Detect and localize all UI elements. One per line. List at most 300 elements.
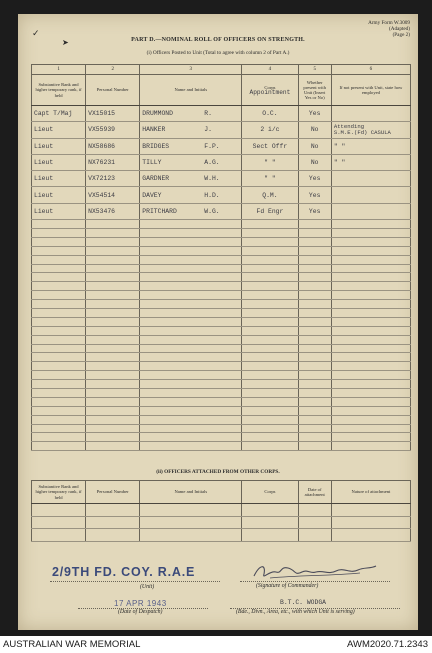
blank-row xyxy=(32,415,411,424)
blank-cell xyxy=(298,220,331,229)
blank-cell xyxy=(242,291,298,300)
blank-cell xyxy=(331,291,410,300)
blank-cell xyxy=(242,389,298,398)
caption-left: AUSTRALIAN WAR MEMORIAL xyxy=(3,639,141,650)
blank-row xyxy=(32,335,411,344)
blank-cell xyxy=(86,317,140,326)
cell-number: VX15015 xyxy=(86,106,140,122)
cell-present: No xyxy=(298,154,331,170)
blank-cell xyxy=(298,282,331,291)
blank-cell xyxy=(298,246,331,255)
blank-cell xyxy=(331,282,410,291)
blank-cell xyxy=(331,424,410,433)
blank-cell xyxy=(140,335,242,344)
blank-row xyxy=(32,317,411,326)
cell-name xyxy=(140,171,242,187)
cell-rank: Capt T/Maj xyxy=(32,106,86,122)
blank-cell xyxy=(86,282,140,291)
blank-cell xyxy=(32,300,86,309)
column-number: 3 xyxy=(140,65,242,75)
blank-cell xyxy=(298,397,331,406)
blank-cell xyxy=(298,228,331,237)
cell-corps: Fd Engr xyxy=(242,203,298,219)
cell-corps: Q.M. xyxy=(242,187,298,203)
form-code: Army Form W.3009 xyxy=(368,20,410,26)
blank-cell xyxy=(86,228,140,237)
header-corps: Corps xyxy=(242,481,298,504)
blank-cell xyxy=(86,362,140,371)
blank-cell xyxy=(242,282,298,291)
form-note: (Adapted) xyxy=(388,26,410,32)
blank-row xyxy=(32,228,411,237)
blank-row xyxy=(32,255,411,264)
blank-rows xyxy=(32,504,411,542)
blank-cell xyxy=(140,308,242,317)
blank-cell xyxy=(86,433,140,442)
blank-cell xyxy=(140,317,242,326)
blank-cell xyxy=(331,380,410,389)
signature-label: (Signature of Commander) xyxy=(256,583,319,589)
cell-present: No xyxy=(298,122,331,138)
blank-cell xyxy=(242,326,298,335)
blank-cell xyxy=(331,237,410,246)
table-row xyxy=(32,187,411,203)
header-present: Whether present with Unit (Insert Yes or No) xyxy=(298,75,331,106)
blank-cell xyxy=(242,237,298,246)
header-personal-number: Personal Number xyxy=(86,481,140,504)
cell-present: No xyxy=(298,138,331,154)
blank-cell xyxy=(331,371,410,380)
cell-present: Yes xyxy=(298,106,331,122)
blank-cell xyxy=(86,246,140,255)
blank-cell xyxy=(331,516,410,529)
surname: PRITCHARD xyxy=(142,207,177,215)
blank-cell xyxy=(32,442,86,451)
blank-cell xyxy=(298,389,331,398)
blank-cell xyxy=(140,406,242,415)
cell-number: NX58686 xyxy=(86,138,140,154)
signature-line xyxy=(240,581,390,582)
cell-corps: " " xyxy=(242,154,298,170)
blank-cell xyxy=(298,442,331,451)
blank-cell xyxy=(331,362,410,371)
column-header-row xyxy=(32,75,411,106)
cell-employed xyxy=(331,106,410,122)
caption-right: AWM2020.71.2343 xyxy=(347,639,428,650)
unit-line xyxy=(50,581,220,582)
blank-cell xyxy=(32,516,86,529)
column-number: 6 xyxy=(331,65,410,75)
blank-cell xyxy=(86,255,140,264)
blank-row xyxy=(32,300,411,309)
officers-attached-table xyxy=(31,480,411,542)
section-two-title: (ii) OFFICERS ATTACHED FROM OTHER CORPS. xyxy=(156,469,280,475)
blank-cell xyxy=(140,291,242,300)
blank-cell xyxy=(242,529,298,542)
blank-cell xyxy=(140,300,242,309)
date-label: (Date of Despatch) xyxy=(118,609,163,615)
blank-cell xyxy=(140,246,242,255)
form-page xyxy=(18,14,418,630)
blank-cell xyxy=(242,504,298,517)
blank-cell xyxy=(242,308,298,317)
blank-cell xyxy=(140,264,242,273)
blank-cell xyxy=(298,415,331,424)
cell-corps: Sect Offr xyxy=(242,138,298,154)
blank-cell xyxy=(32,389,86,398)
blank-cell xyxy=(242,442,298,451)
blank-cell xyxy=(242,406,298,415)
blank-cell xyxy=(86,442,140,451)
initials: R. xyxy=(204,110,212,118)
blank-cell xyxy=(140,273,242,282)
blank-cell xyxy=(86,415,140,424)
column-number: 4 xyxy=(242,65,298,75)
section-two-header-row xyxy=(32,481,411,504)
blank-cell xyxy=(32,255,86,264)
header-corps-label: Corps xyxy=(264,84,276,90)
blank-cell xyxy=(242,228,298,237)
blank-cell xyxy=(140,282,242,291)
initials: H.D. xyxy=(204,191,220,199)
surname: HANKER xyxy=(142,126,166,134)
blank-cell xyxy=(86,335,140,344)
blank-cell xyxy=(140,415,242,424)
blank-row xyxy=(32,273,411,282)
blank-cell xyxy=(331,344,410,353)
blank-cell xyxy=(298,335,331,344)
blank-cell xyxy=(140,220,242,229)
blank-cell xyxy=(242,433,298,442)
blank-cell xyxy=(298,317,331,326)
blank-cell xyxy=(331,529,410,542)
blank-cell xyxy=(86,380,140,389)
cell-number: VX72123 xyxy=(86,171,140,187)
blank-cell xyxy=(32,397,86,406)
blank-cell xyxy=(32,282,86,291)
blank-cell xyxy=(242,371,298,380)
blank-cell xyxy=(32,424,86,433)
blank-row xyxy=(32,529,411,542)
header-corps xyxy=(242,75,298,106)
blank-cell xyxy=(140,516,242,529)
surname: DRUMMOND xyxy=(142,110,173,118)
blank-cell xyxy=(140,362,242,371)
blank-cell xyxy=(298,237,331,246)
blank-cell xyxy=(32,371,86,380)
blank-cell xyxy=(32,273,86,282)
form-title: PART D.—NOMINAL ROLL OF OFFICERS ON STRENGTH. xyxy=(131,37,305,43)
header-corps-overtype: Appointment xyxy=(249,89,291,96)
blank-row xyxy=(32,237,411,246)
blank-cell xyxy=(298,424,331,433)
blank-row xyxy=(32,433,411,442)
blank-cell xyxy=(86,300,140,309)
blank-cell xyxy=(331,353,410,362)
blank-cell xyxy=(242,362,298,371)
blank-cell xyxy=(331,220,410,229)
blank-cell xyxy=(86,344,140,353)
column-number: 5 xyxy=(298,65,331,75)
blank-cell xyxy=(242,317,298,326)
cell-number: NX53476 xyxy=(86,203,140,219)
blank-cell xyxy=(242,273,298,282)
blank-cell xyxy=(32,220,86,229)
blank-cell xyxy=(32,353,86,362)
blank-cell xyxy=(242,397,298,406)
table-row xyxy=(32,106,411,122)
blank-cell xyxy=(32,344,86,353)
surname: BRIDGES xyxy=(142,142,170,150)
blank-cell xyxy=(86,326,140,335)
blank-cell xyxy=(140,433,242,442)
cell-present: Yes xyxy=(298,171,331,187)
blank-cell xyxy=(140,529,242,542)
cell-number: VX54514 xyxy=(86,187,140,203)
blank-cell xyxy=(298,380,331,389)
blank-cell xyxy=(242,380,298,389)
column-number: 2 xyxy=(86,65,140,75)
blank-cell xyxy=(242,516,298,529)
surname: GARDNER xyxy=(142,175,170,183)
header-name: Name and Initials xyxy=(140,481,242,504)
initials: W.G. xyxy=(204,207,220,215)
blank-cell xyxy=(32,433,86,442)
blank-cell xyxy=(298,291,331,300)
blank-cell xyxy=(242,344,298,353)
blank-cell xyxy=(331,264,410,273)
blank-cell xyxy=(86,291,140,300)
blank-cell xyxy=(298,255,331,264)
blank-cell xyxy=(86,397,140,406)
cell-name xyxy=(140,106,242,122)
cell-name xyxy=(140,138,242,154)
cell-rank: Lieut xyxy=(32,154,86,170)
blank-row xyxy=(32,516,411,529)
header-personal-number: Personal Number xyxy=(86,75,140,106)
header-name: Name and Initials xyxy=(140,75,242,106)
blank-row xyxy=(32,326,411,335)
cell-rank: Lieut xyxy=(32,138,86,154)
check-mark: ✓ xyxy=(32,28,40,38)
table-row xyxy=(32,138,411,154)
column-number: 1 xyxy=(32,65,86,75)
blank-cell xyxy=(242,246,298,255)
blank-row xyxy=(32,246,411,255)
blank-row xyxy=(32,308,411,317)
blank-cell xyxy=(86,406,140,415)
blank-cell xyxy=(140,237,242,246)
surname: TILLY xyxy=(142,159,162,167)
blank-cell xyxy=(86,237,140,246)
blank-cell xyxy=(298,504,331,517)
header-rank: Substantive Rank and higher temporary rank, if held xyxy=(32,75,86,106)
location-label: (Bde., Divn., Area, etc., with which Unit is serving) xyxy=(236,609,355,615)
blank-row xyxy=(32,424,411,433)
blank-cell xyxy=(298,362,331,371)
cell-corps: 2 i/c xyxy=(242,122,298,138)
blank-row xyxy=(32,397,411,406)
cell-employed: " " xyxy=(331,154,410,170)
blank-cell xyxy=(140,389,242,398)
blank-row xyxy=(32,220,411,229)
header-attach-nature: Nature of attachment xyxy=(331,481,410,504)
blank-cell xyxy=(140,397,242,406)
cell-rank: Lieut xyxy=(32,187,86,203)
blank-cell xyxy=(298,326,331,335)
blank-cell xyxy=(32,228,86,237)
blank-cell xyxy=(140,504,242,517)
blank-cell xyxy=(140,326,242,335)
blank-cell xyxy=(242,335,298,344)
initials: W.H. xyxy=(204,175,220,183)
blank-row xyxy=(32,291,411,300)
blank-cell xyxy=(298,308,331,317)
blank-cell xyxy=(331,504,410,517)
header-rank: Substantive Rank and higher temporary rank, if held xyxy=(32,481,86,504)
blank-cell xyxy=(242,264,298,273)
blank-cell xyxy=(242,255,298,264)
blank-cell xyxy=(86,389,140,398)
blank-rows xyxy=(32,220,411,451)
blank-cell xyxy=(331,228,410,237)
blank-cell xyxy=(86,371,140,380)
cell-corps: " " xyxy=(242,171,298,187)
blank-cell xyxy=(86,308,140,317)
blank-cell xyxy=(242,353,298,362)
blank-cell xyxy=(331,317,410,326)
cell-name xyxy=(140,187,242,203)
blank-cell xyxy=(32,326,86,335)
blank-cell xyxy=(32,406,86,415)
blank-cell xyxy=(32,308,86,317)
blank-row xyxy=(32,353,411,362)
blank-cell xyxy=(32,237,86,246)
table-row xyxy=(32,171,411,187)
blank-row xyxy=(32,442,411,451)
blank-cell xyxy=(32,335,86,344)
cell-employed xyxy=(331,203,410,219)
form-subtitle: (i) Officers Posted to Unit (Total to agree with column 2 of Part A.) xyxy=(146,50,290,56)
form-page-number: (Page 2) xyxy=(392,32,410,38)
blank-row xyxy=(32,344,411,353)
header-employed: If not present with Unit, state how employed xyxy=(331,75,410,106)
blank-cell xyxy=(298,516,331,529)
blank-cell xyxy=(298,344,331,353)
blank-cell xyxy=(86,504,140,517)
blank-cell xyxy=(331,406,410,415)
initials: J. xyxy=(204,126,212,134)
cell-rank: Lieut xyxy=(32,171,86,187)
header-attach-date: Date of attachment xyxy=(298,481,331,504)
blank-cell xyxy=(298,371,331,380)
blank-cell xyxy=(140,228,242,237)
arrow-mark: ➤ xyxy=(62,38,69,47)
blank-cell xyxy=(298,273,331,282)
blank-cell xyxy=(298,529,331,542)
cell-corps: O.C. xyxy=(242,106,298,122)
blank-cell xyxy=(86,516,140,529)
blank-cell xyxy=(140,424,242,433)
blank-row xyxy=(32,264,411,273)
blank-cell xyxy=(298,300,331,309)
blank-cell xyxy=(331,255,410,264)
blank-cell xyxy=(298,353,331,362)
blank-cell xyxy=(331,300,410,309)
blank-cell xyxy=(331,433,410,442)
cell-number: VX55939 xyxy=(86,122,140,138)
surname: DAVEY xyxy=(142,191,162,199)
cell-employed: Attending S.M.E.(Fd) CASULA xyxy=(331,122,410,138)
table-row xyxy=(32,122,411,138)
officers-posted-table xyxy=(31,64,411,451)
cell-employed xyxy=(331,171,410,187)
blank-cell xyxy=(242,415,298,424)
blank-cell xyxy=(331,415,410,424)
blank-cell xyxy=(331,397,410,406)
blank-cell xyxy=(298,433,331,442)
blank-cell xyxy=(86,424,140,433)
table-row xyxy=(32,154,411,170)
cell-name xyxy=(140,122,242,138)
blank-row xyxy=(32,380,411,389)
blank-cell xyxy=(86,353,140,362)
blank-row xyxy=(32,389,411,398)
blank-cell xyxy=(331,273,410,282)
blank-cell xyxy=(331,308,410,317)
table-row xyxy=(32,203,411,219)
blank-cell xyxy=(140,344,242,353)
blank-cell xyxy=(32,246,86,255)
cell-employed xyxy=(331,187,410,203)
blank-cell xyxy=(32,264,86,273)
blank-cell xyxy=(32,504,86,517)
cell-employed: " " xyxy=(331,138,410,154)
blank-cell xyxy=(32,380,86,389)
blank-cell xyxy=(86,264,140,273)
blank-row xyxy=(32,362,411,371)
blank-row xyxy=(32,504,411,517)
commander-signature xyxy=(250,560,380,582)
blank-cell xyxy=(86,220,140,229)
cell-rank: Lieut xyxy=(32,122,86,138)
blank-cell xyxy=(32,317,86,326)
blank-cell xyxy=(32,291,86,300)
cell-name xyxy=(140,154,242,170)
initials: A.G. xyxy=(204,159,220,167)
blank-row xyxy=(32,371,411,380)
cell-name xyxy=(140,203,242,219)
blank-cell xyxy=(331,442,410,451)
blank-cell xyxy=(242,220,298,229)
cell-present: Yes xyxy=(298,203,331,219)
blank-cell xyxy=(331,326,410,335)
blank-cell xyxy=(140,371,242,380)
caption-bar xyxy=(0,636,432,653)
blank-cell xyxy=(140,255,242,264)
column-number-row xyxy=(32,65,411,75)
location-text: B.T.C. WODGA xyxy=(280,599,327,606)
cell-number: NX76231 xyxy=(86,154,140,170)
blank-row xyxy=(32,406,411,415)
blank-row xyxy=(32,282,411,291)
blank-cell xyxy=(242,424,298,433)
despatch-date-stamp: 17 APR 1943 xyxy=(114,599,167,608)
blank-cell xyxy=(331,335,410,344)
blank-cell xyxy=(140,442,242,451)
blank-cell xyxy=(298,406,331,415)
blank-cell xyxy=(242,300,298,309)
